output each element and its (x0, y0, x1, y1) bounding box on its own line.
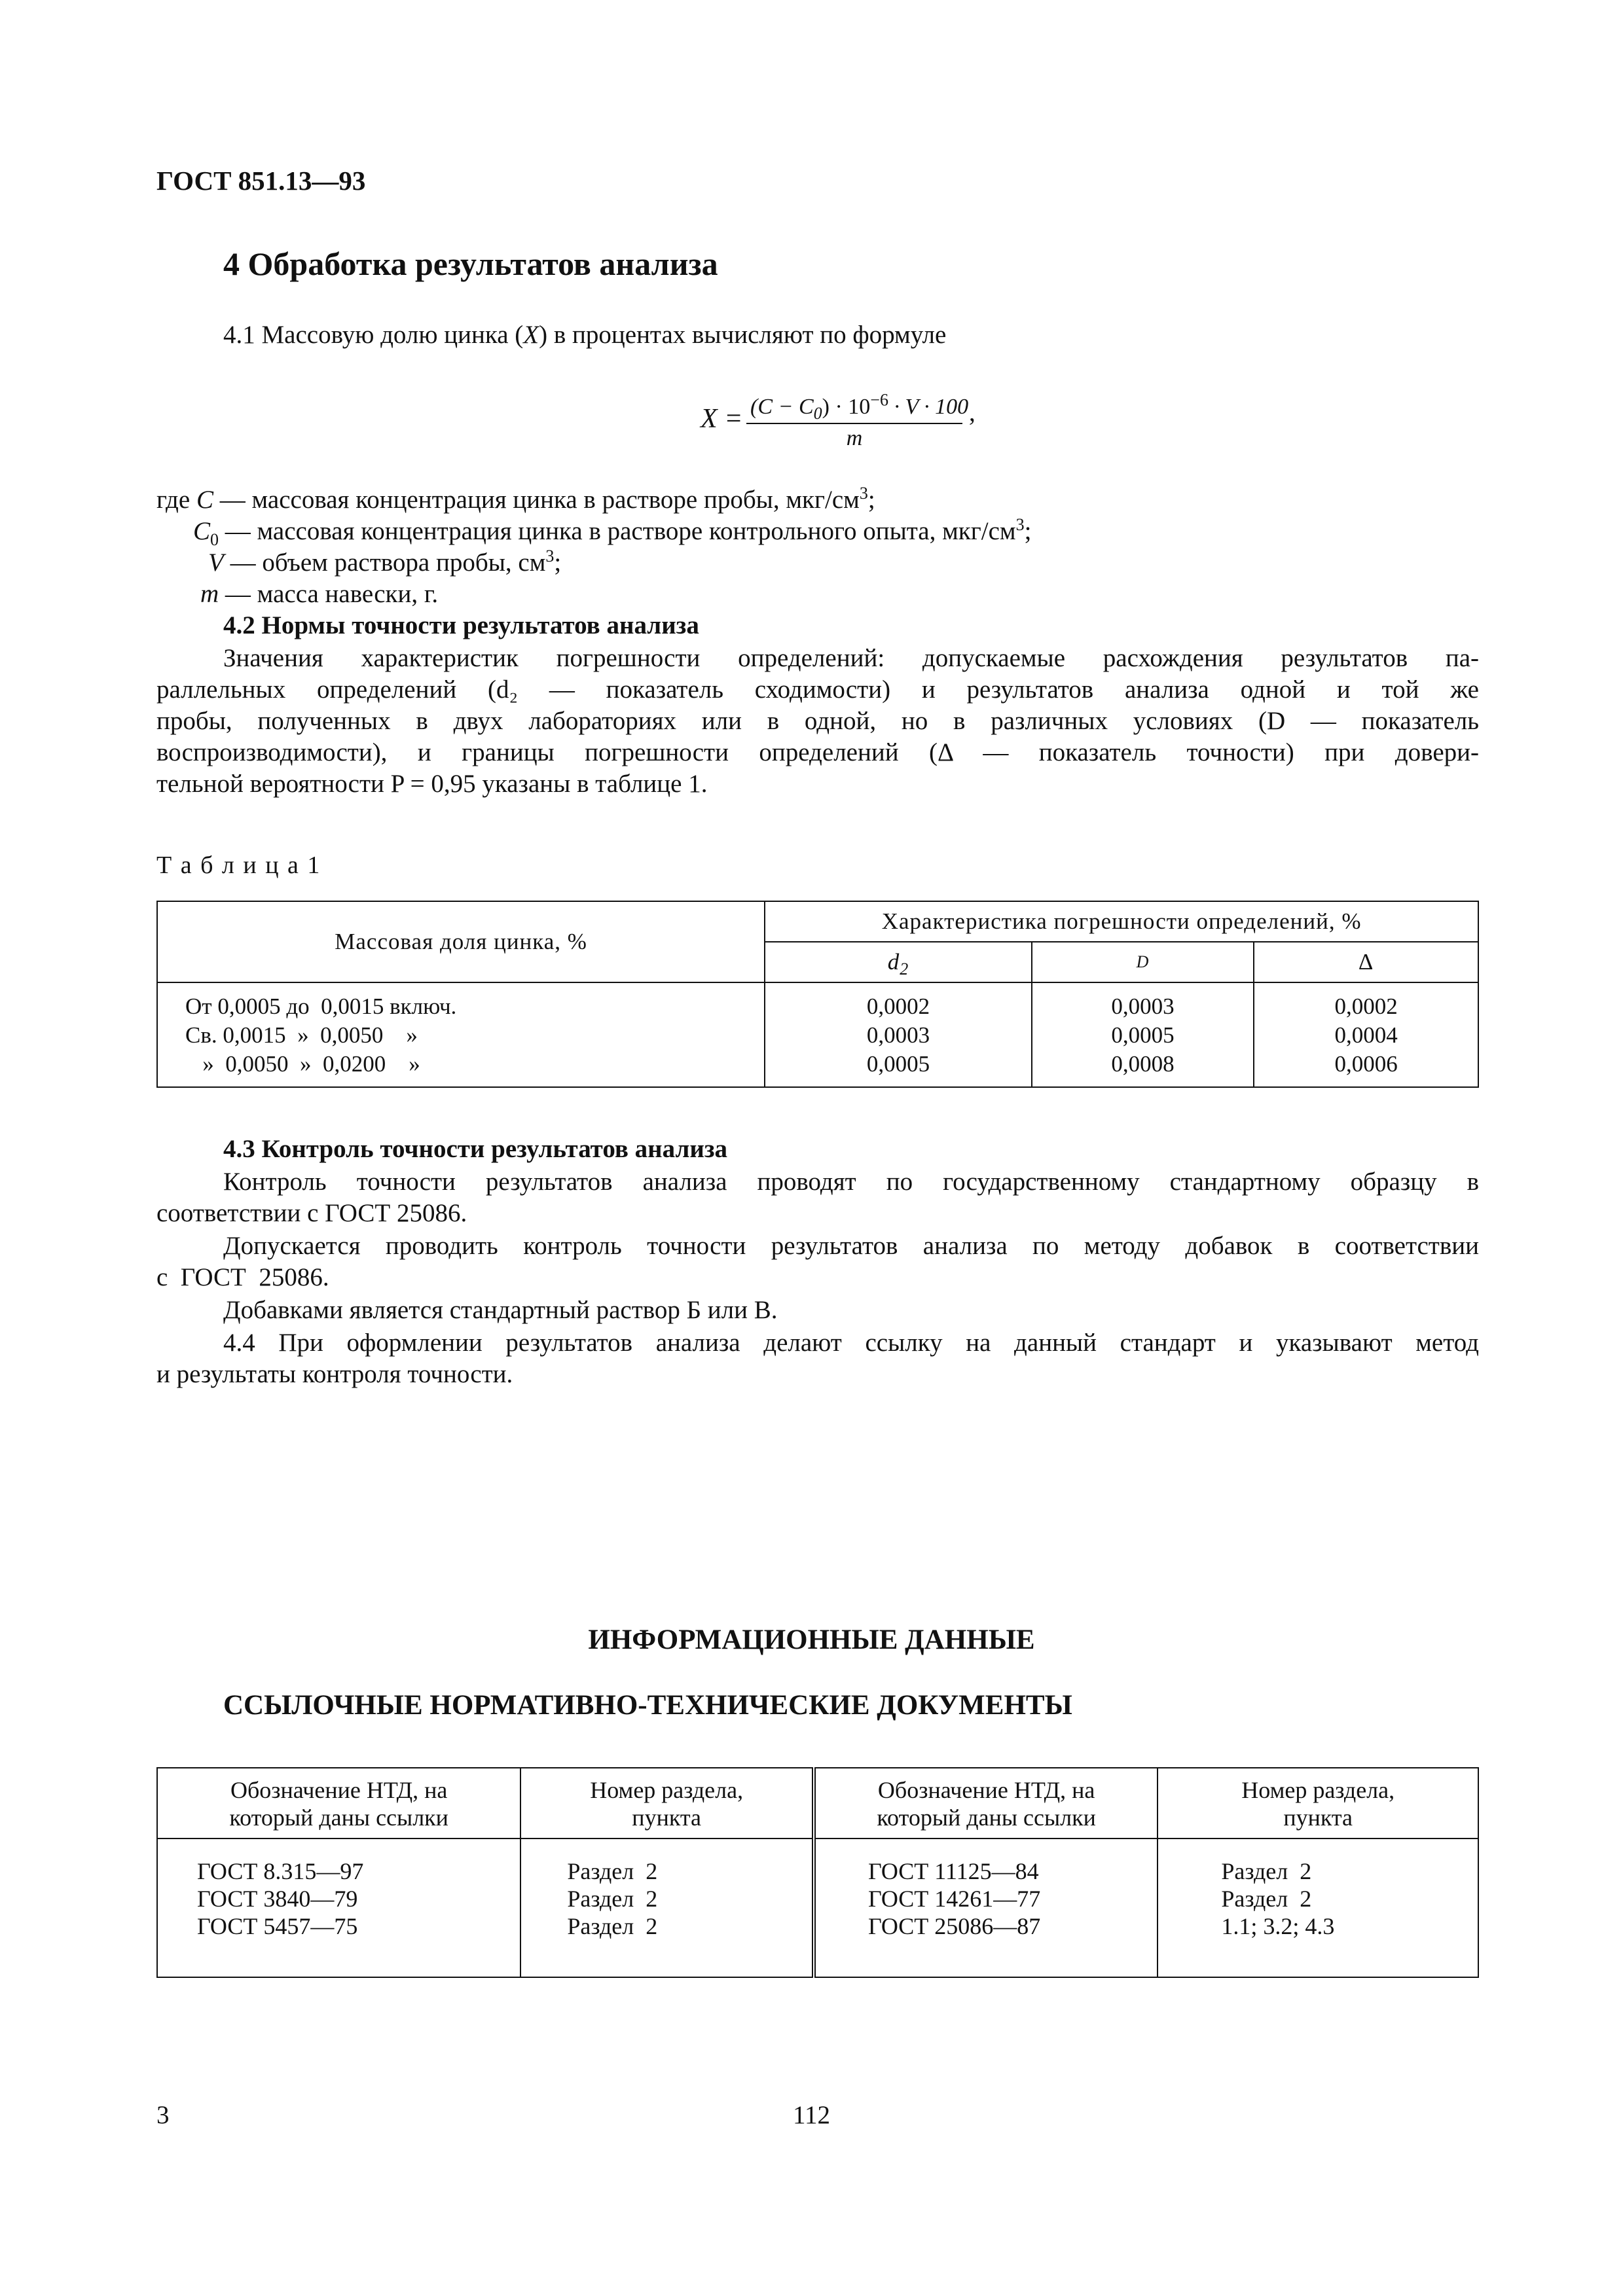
formula-fraction (746, 390, 969, 453)
table2-col-ntd-1: ГОСТ 8.315—97 ГОСТ 3840—79 ГОСТ 5457—75 (157, 1839, 520, 1977)
s43-line-1: Контроль точности результатов анализа проводят по государственному стандартному образцу в (223, 1168, 1479, 1196)
s43-line-4: с ГОСТ 25086. (156, 1263, 329, 1291)
formula-lhs: X = (701, 404, 743, 434)
where-line-4: m — масса навески, г. (200, 580, 439, 608)
table2-header-ntd-1: Обозначение НТД, на который даны ссылки (157, 1768, 520, 1839)
s44-line-1: 4.4 При оформлении результатов анализа делают ссылку на данный стандарт и указывают метод (223, 1329, 1479, 1357)
where-line-3: V — объем раствора пробы, $см^3$; (208, 547, 562, 577)
formula-numerator: $(C - C_0) \cdot 10^{-6} \cdot V \cdot 100$ (746, 393, 962, 424)
s42-line-2: раллельных определений (d₂ — показатель сходимости) и результатов анализа одной и той же (156, 675, 1479, 704)
s42-line-1: Значения характеристик погрешности определений: допускаемые расхождения результатов па- (223, 644, 1479, 672)
table-1 (156, 901, 1479, 1088)
formula (701, 390, 989, 465)
s42-line-5: тельной вероятности P = 0,95 указаны в таблице 1. (156, 770, 708, 798)
table1-header-mass-fraction: Массовая доля цинка, % (157, 901, 765, 982)
table1-col-delta: 0,0002 0,0004 0,0006 (1254, 982, 1478, 1087)
s43-line-2: соответствии с ГОСТ 25086. (156, 1199, 467, 1227)
section-4-2-title: 4.2 Нормы точности результатов анализа (223, 611, 699, 639)
table2-header-section-1: Номер раздела, пункта (520, 1768, 814, 1839)
table2-header-ntd-2: Обозначение НТД, на который даны ссылки (814, 1768, 1158, 1839)
table2-col-ntd-2: ГОСТ 11125—84 ГОСТ 14261—77 ГОСТ 25086—87 (814, 1839, 1158, 1977)
table1-header-group: Характеристика погрешности определений, % (765, 901, 1478, 942)
page-number: 112 (792, 2101, 831, 2129)
info-title: ИНФОРМАЦИОННЫЕ ДАННЫЕ (588, 1624, 1035, 1655)
section-title: 4 Обработка результатов анализа (223, 245, 718, 282)
table1-col-range: От 0,0005 до 0,0015 включ. Св. 0,0015 » 0,0050 » » 0,0050 » 0,0200 » (157, 982, 765, 1087)
s43-line-3: Допускается проводить контроль точности результатов анализа по методу добавок в соответствии (223, 1232, 1479, 1260)
table1-header-D: D (1032, 942, 1254, 982)
s42-line-3: пробы, полученных в двух лабораториях или в одной, но в различных условиях (D — показатель (156, 707, 1479, 735)
paragraph-4-1: 4.1 Массовую долю цинка (X) в процентах вычисляют по формуле (223, 321, 947, 349)
table-2 (156, 1767, 1479, 1978)
table1-col-d2: 0,0002 0,0003 0,0005 (765, 982, 1032, 1087)
table-label: Т а б л и ц а 1 (156, 852, 321, 879)
document-code: ГОСТ 851.13—93 (156, 166, 366, 196)
footer-left-number: 3 (156, 2101, 170, 2129)
where-line-2: $C_0$ — массовая концентрация цинка в растворе контрольного опыта, мкг/$см^3$; (193, 515, 1032, 549)
table1-header-delta: Δ (1254, 942, 1478, 982)
formula-comma: , (969, 399, 976, 427)
where-line-1: где C — массовая концентрация цинка в растворе пробы, мкг/$см^3$; (156, 484, 875, 514)
s43-line-5: Добавками является стандартный раствор Б или В. (223, 1296, 778, 1324)
table1-col-D: 0,0003 0,0005 0,0008 (1032, 982, 1254, 1087)
table2-col-section-1: Раздел 2 Раздел 2 Раздел 2 (520, 1839, 814, 1977)
s42-line-4: воспроизводимости), и границы погрешности определений (Δ — показатель точности) при довери- (156, 738, 1479, 766)
s44-line-2: и результаты контроля точности. (156, 1360, 513, 1388)
table1-header-d2: $d_2$ (765, 942, 1032, 982)
info-subtitle: ССЫЛОЧНЫЕ НОРМАТИВНО-ТЕХНИЧЕСКИЕ ДОКУМЕНТЫ (223, 1690, 1072, 1721)
table2-header-section-2: Номер раздела, пункта (1158, 1768, 1478, 1839)
formula-denominator: m (846, 426, 863, 450)
section-4-3-title: 4.3 Контроль точности результатов анализа (223, 1135, 728, 1163)
table2-col-section-2: Раздел 2 Раздел 2 1.1; 3.2; 4.3 (1158, 1839, 1478, 1977)
